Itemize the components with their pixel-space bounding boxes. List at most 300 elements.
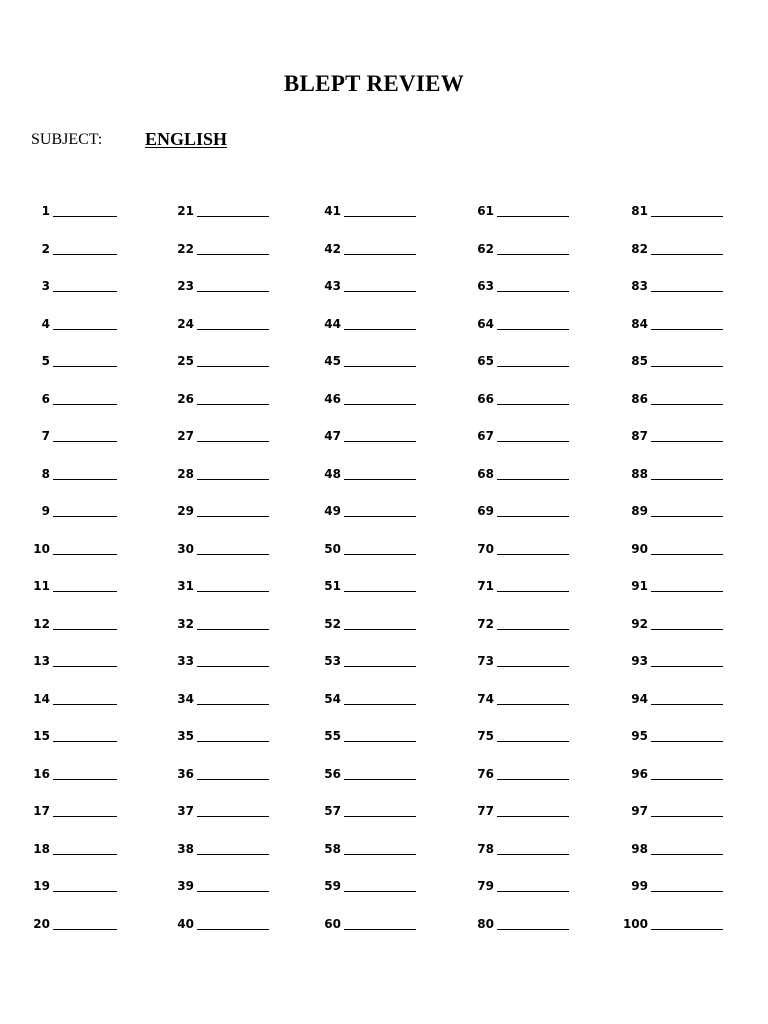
item-number: 82 [631,241,648,256]
item-number: 79 [477,879,494,893]
item-number: 54 [324,691,341,706]
answer-blank-line[interactable] [197,441,269,442]
answer-item [614,386,723,406]
item-number: 5 [41,354,50,368]
answer-blank-line[interactable] [53,479,117,480]
item-number: 77 [477,804,494,818]
answer-blank-line[interactable] [651,741,723,742]
answer-item [16,461,117,481]
answer-blank-line[interactable] [197,216,269,217]
answer-blank-line[interactable] [651,291,723,292]
answer-item [307,798,416,818]
answer-blank-line[interactable] [197,929,269,930]
item-number: 97 [631,804,648,818]
item-number: 78 [477,841,494,856]
answer-item [614,536,723,556]
answer-blank-line[interactable] [344,479,416,480]
answer-blank-line[interactable] [651,816,723,817]
answer-blank-line[interactable] [197,666,269,667]
item-number: 57 [324,804,341,818]
answer-item [160,573,269,593]
answer-item [160,911,269,931]
answer-item [160,536,269,556]
item-number: 10 [33,541,50,556]
item-number: 9 [41,504,50,518]
answer-item [307,761,416,781]
answer-item [614,198,723,218]
answer-item [307,348,416,368]
item-number: 76 [477,766,494,781]
answer-blank-line[interactable] [651,891,723,892]
page-title: BLEPT REVIEW [283,71,465,96]
item-number: 68 [477,466,494,481]
item-number: 88 [631,466,648,481]
answer-blank-line[interactable] [497,441,569,442]
answer-item [307,536,416,556]
answer-item [460,423,569,443]
answer-item [160,236,269,256]
answer-item [160,836,269,856]
item-number: 69 [477,504,494,518]
answer-blank-line[interactable] [344,441,416,442]
item-number: 52 [324,616,341,631]
item-number: 36 [177,766,194,781]
answer-item [614,611,723,631]
answer-item [614,573,723,593]
item-number: 90 [631,541,648,556]
answer-blank-line[interactable] [197,404,269,405]
item-number: 19 [33,879,50,893]
answer-item [160,873,269,893]
item-number: 35 [177,729,194,743]
item-number: 22 [177,241,194,256]
answer-item [460,836,569,856]
item-number: 30 [177,541,194,556]
answer-blank-line[interactable] [197,854,269,855]
answer-item [307,573,416,593]
answer-item [16,911,117,931]
item-number: 41 [324,204,341,218]
answer-blank-line[interactable] [651,629,723,630]
answer-blank-line[interactable] [651,929,723,930]
answer-blank-line[interactable] [344,591,416,592]
item-number: 60 [324,916,341,931]
answer-item [307,423,416,443]
item-number: 50 [324,541,341,556]
answer-item [16,273,117,293]
answer-item [614,498,723,518]
item-number: 74 [477,691,494,706]
answer-blank-line[interactable] [497,929,569,930]
answer-item [307,873,416,893]
answer-item [160,198,269,218]
answer-blank-line[interactable] [53,216,117,217]
item-number: 48 [324,466,341,481]
answer-blank-line[interactable] [344,704,416,705]
item-number: 4 [41,316,50,331]
answer-blank-line[interactable] [197,554,269,555]
answer-blank-line[interactable] [651,479,723,480]
answer-item [160,686,269,706]
answer-item [614,311,723,331]
answer-blank-line[interactable] [53,366,117,367]
item-number: 92 [631,616,648,631]
answer-blank-line[interactable] [197,816,269,817]
answer-blank-line[interactable] [197,291,269,292]
item-number: 15 [33,729,50,743]
answer-blank-line[interactable] [497,816,569,817]
answer-blank-line[interactable] [344,216,416,217]
answer-item [460,911,569,931]
answer-item [160,611,269,631]
answer-blank-line[interactable] [497,404,569,405]
item-number: 75 [477,729,494,743]
answer-item [460,461,569,481]
answer-item [307,723,416,743]
answer-blank-line[interactable] [344,666,416,667]
answer-blank-line[interactable] [497,741,569,742]
answer-blank-line[interactable] [197,591,269,592]
answer-item [16,723,117,743]
item-number: 56 [324,766,341,781]
answer-blank-line[interactable] [197,629,269,630]
item-number: 65 [477,354,494,368]
answer-blank-line[interactable] [651,666,723,667]
item-number: 85 [631,354,648,368]
answer-blank-line[interactable] [53,891,117,892]
answer-blank-line[interactable] [497,591,569,592]
answer-blank-line[interactable] [53,516,117,517]
answer-blank-line[interactable] [497,629,569,630]
answer-item [460,536,569,556]
answer-blank-line[interactable] [344,741,416,742]
answer-item [614,461,723,481]
item-number: 64 [477,316,494,331]
item-number: 21 [177,204,194,218]
item-number: 31 [177,579,194,593]
item-number: 7 [41,429,50,443]
answer-blank-line[interactable] [344,366,416,367]
item-number: 44 [324,316,341,331]
answer-blank-line[interactable] [53,554,117,555]
answer-blank-line[interactable] [651,591,723,592]
answer-item [16,236,117,256]
answer-item [614,836,723,856]
item-number: 62 [477,241,494,256]
item-number: 1 [41,204,50,218]
item-number: 93 [631,654,648,668]
item-number: 49 [324,504,341,518]
item-number: 100 [622,916,648,931]
item-number: 70 [477,541,494,556]
answer-item [16,198,117,218]
answer-item [160,723,269,743]
item-number: 95 [631,729,648,743]
item-number: 71 [477,579,494,593]
answer-blank-line[interactable] [497,891,569,892]
answer-item [16,611,117,631]
item-number: 34 [177,691,194,706]
item-number: 72 [477,616,494,631]
answer-blank-line[interactable] [53,929,117,930]
item-number: 99 [631,879,648,893]
answer-item [460,686,569,706]
answer-item [160,311,269,331]
answer-blank-line[interactable] [651,516,723,517]
answer-item [614,423,723,443]
answer-item [460,761,569,781]
answer-blank-line[interactable] [53,329,117,330]
item-number: 6 [41,391,50,406]
item-number: 67 [477,429,494,443]
answer-item [160,461,269,481]
item-number: 53 [324,654,341,668]
item-number: 45 [324,354,341,368]
answer-item [307,648,416,668]
answer-blank-line[interactable] [497,704,569,705]
item-number: 73 [477,654,494,668]
answer-item [307,198,416,218]
answer-item [16,836,117,856]
answer-blank-line[interactable] [344,516,416,517]
answer-blank-line[interactable] [344,404,416,405]
item-number: 24 [177,316,194,331]
item-number: 58 [324,841,341,856]
item-number: 3 [41,279,50,293]
answer-item [614,798,723,818]
answer-blank-line[interactable] [53,779,117,780]
answer-item [16,386,117,406]
item-number: 55 [324,729,341,743]
answer-item [614,348,723,368]
answer-item [160,761,269,781]
answer-item [460,798,569,818]
answer-item [160,423,269,443]
answer-item [460,386,569,406]
answer-blank-line[interactable] [344,629,416,630]
answer-item [614,273,723,293]
answer-blank-line[interactable] [651,254,723,255]
answer-item [614,686,723,706]
answer-item [460,611,569,631]
answer-item [460,723,569,743]
answer-blank-line[interactable] [197,329,269,330]
answer-blank-line[interactable] [197,779,269,780]
item-number: 89 [631,504,648,518]
item-number: 66 [477,391,494,406]
answer-blank-line[interactable] [53,254,117,255]
answer-item [307,686,416,706]
item-number: 39 [177,879,194,893]
item-number: 42 [324,241,341,256]
answer-item [16,761,117,781]
answer-blank-line[interactable] [344,291,416,292]
answer-blank-line[interactable] [497,854,569,855]
answer-item [160,386,269,406]
answer-blank-line[interactable] [651,329,723,330]
answer-blank-line[interactable] [497,779,569,780]
item-number: 37 [177,804,194,818]
answer-item [160,348,269,368]
answer-blank-line[interactable] [53,854,117,855]
item-number: 87 [631,429,648,443]
answer-item [307,311,416,331]
answer-item [460,573,569,593]
item-number: 59 [324,879,341,893]
item-number: 61 [477,204,494,218]
item-number: 32 [177,616,194,631]
subject-value: ENGLISH [145,129,228,149]
answer-item [460,311,569,331]
answer-item [460,348,569,368]
item-number: 98 [631,841,648,856]
answer-item [16,686,117,706]
answer-blank-line[interactable] [197,704,269,705]
answer-blank-line[interactable] [197,516,269,517]
answer-blank-line[interactable] [497,366,569,367]
item-number: 80 [477,916,494,931]
item-number: 18 [33,841,50,856]
answer-blank-line[interactable] [651,404,723,405]
answer-blank-line[interactable] [53,816,117,817]
item-number: 47 [324,429,341,443]
item-number: 8 [41,466,50,481]
item-number: 13 [33,654,50,668]
answer-item [307,461,416,481]
answer-item [307,386,416,406]
answer-blank-line[interactable] [53,629,117,630]
item-number: 33 [177,654,194,668]
answer-blank-line[interactable] [497,291,569,292]
answer-blank-line[interactable] [197,366,269,367]
answer-blank-line[interactable] [344,891,416,892]
answer-blank-line[interactable] [497,216,569,217]
answer-blank-line[interactable] [344,254,416,255]
answer-item [307,611,416,631]
answer-item [16,798,117,818]
answer-item [460,873,569,893]
answer-blank-line[interactable] [53,741,117,742]
answer-blank-line[interactable] [197,891,269,892]
answer-item [614,873,723,893]
item-number: 26 [177,391,194,406]
item-number: 96 [631,766,648,781]
item-number: 51 [324,579,341,593]
answer-item [307,236,416,256]
item-number: 20 [33,916,50,931]
answer-blank-line[interactable] [53,591,117,592]
answer-blank-line[interactable] [197,254,269,255]
answer-item [160,273,269,293]
answer-blank-line[interactable] [53,666,117,667]
answer-blank-line[interactable] [344,929,416,930]
item-number: 86 [631,391,648,406]
item-number: 27 [177,429,194,443]
answer-item [16,648,117,668]
answer-blank-line[interactable] [651,704,723,705]
answer-blank-line[interactable] [651,366,723,367]
answer-blank-line[interactable] [344,554,416,555]
answer-blank-line[interactable] [651,441,723,442]
answer-item [307,836,416,856]
answer-blank-line[interactable] [497,479,569,480]
answer-item [16,536,117,556]
answer-blank-line[interactable] [53,404,117,405]
answer-item [460,236,569,256]
answer-blank-line[interactable] [651,216,723,217]
answer-item [16,423,117,443]
answer-blank-line[interactable] [651,554,723,555]
answer-blank-line[interactable] [651,779,723,780]
item-number: 84 [631,316,648,331]
answer-blank-line[interactable] [497,666,569,667]
answer-blank-line[interactable] [344,329,416,330]
item-number: 2 [41,241,50,256]
item-number: 25 [177,354,194,368]
answer-item [614,761,723,781]
answer-blank-line[interactable] [53,291,117,292]
answer-item [614,648,723,668]
item-number: 17 [33,804,50,818]
answer-item [614,723,723,743]
item-number: 23 [177,279,194,293]
answer-blank-line[interactable] [53,704,117,705]
answer-item [16,573,117,593]
answer-item [307,273,416,293]
item-number: 81 [631,204,648,218]
answer-blank-line[interactable] [497,254,569,255]
answer-item [307,498,416,518]
answer-blank-line[interactable] [344,854,416,855]
item-number: 94 [631,691,648,706]
answer-item [160,798,269,818]
answer-item [460,648,569,668]
answer-blank-line[interactable] [497,516,569,517]
answer-item [614,911,723,931]
answer-item [16,311,117,331]
item-number: 28 [177,466,194,481]
item-number: 12 [33,616,50,631]
item-number: 63 [477,279,494,293]
answer-item [160,498,269,518]
answer-blank-line[interactable] [344,816,416,817]
answer-blank-line[interactable] [197,479,269,480]
answer-item [16,348,117,368]
item-number: 46 [324,391,341,406]
answer-item [460,498,569,518]
item-number: 29 [177,504,194,518]
answer-item [16,873,117,893]
item-number: 91 [631,579,648,593]
answer-item [16,498,117,518]
item-number: 43 [324,279,341,293]
answer-item [160,648,269,668]
answer-blank-line[interactable] [53,441,117,442]
answer-blank-line[interactable] [651,854,723,855]
answer-blank-line[interactable] [344,779,416,780]
subject-label: SUBJECT: [31,131,103,148]
item-number: 40 [177,916,194,931]
item-number: 16 [33,766,50,781]
item-number: 83 [631,279,648,293]
answer-blank-line[interactable] [497,329,569,330]
item-number: 11 [33,579,50,593]
item-number: 14 [33,691,50,706]
answer-item [460,273,569,293]
answer-blank-line[interactable] [497,554,569,555]
answer-item [307,911,416,931]
answer-blank-line[interactable] [197,741,269,742]
